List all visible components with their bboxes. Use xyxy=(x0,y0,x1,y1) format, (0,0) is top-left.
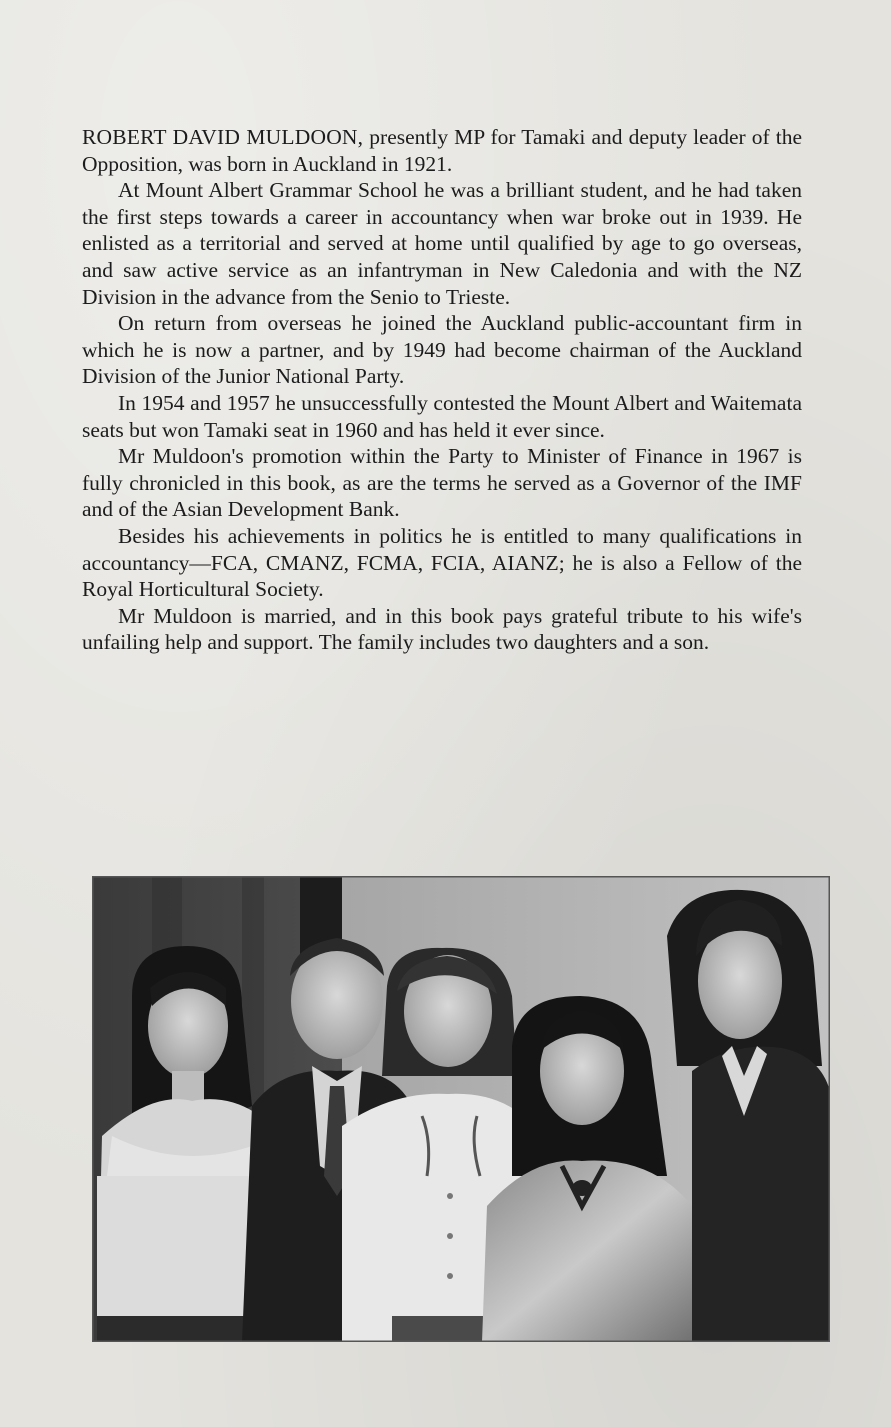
bio-paragraph-1 xyxy=(82,124,802,177)
bio-paragraph-6: Besides his achievements in politics he is entitled to many qualifications in accountancy—FCA, CMANZ, FCMA, FCIA, AIANZ; he is also a Fellow of the Royal Horticultural Society. xyxy=(82,523,802,602)
family-photograph xyxy=(92,876,830,1342)
author-name: ROBERT DAVID MULDOON, xyxy=(82,125,364,149)
author-biography xyxy=(82,124,802,656)
bio-paragraph-1-text: presently MP for Tamaki and deputy leader of the Opposition, was born in Auckland in 1921. xyxy=(82,125,802,176)
bio-paragraph-2: At Mount Albert Grammar School he was a brilliant student, and he had taken the first steps towards a career in accountancy when war broke out in 1939. He enlisted as a territorial and served at home until qualified by age to go overseas, and saw active service as an infantryman in New Caledonia and with the NZ Division in the advance from the Senio to Trieste. xyxy=(82,178,802,309)
family-photograph-image xyxy=(92,876,830,1342)
bio-paragraph-4: In 1954 and 1957 he unsuccessfully contested the Mount Albert and Waitemata seats but won Tamaki seat in 1960 and has held it ever since. xyxy=(82,390,802,442)
bio-paragraph-5: Mr Muldoon's promotion within the Party to Minister of Finance in 1967 is fully chronicled in this book, as are the terms he served as a Governor of the IMF and of the Asian Development Bank. xyxy=(82,444,802,522)
bio-paragraph-7: Mr Muldoon is married, and in this book pays grateful tribute to his wife's unfailing help and support. The family includes two daughters and a son. xyxy=(82,603,802,655)
bio-paragraph-3: On return from overseas he joined the Auckland public-accountant firm in which he is now a partner, and by 1949 had become chairman of the Auckland Division of the Junior National Party. xyxy=(82,311,802,389)
